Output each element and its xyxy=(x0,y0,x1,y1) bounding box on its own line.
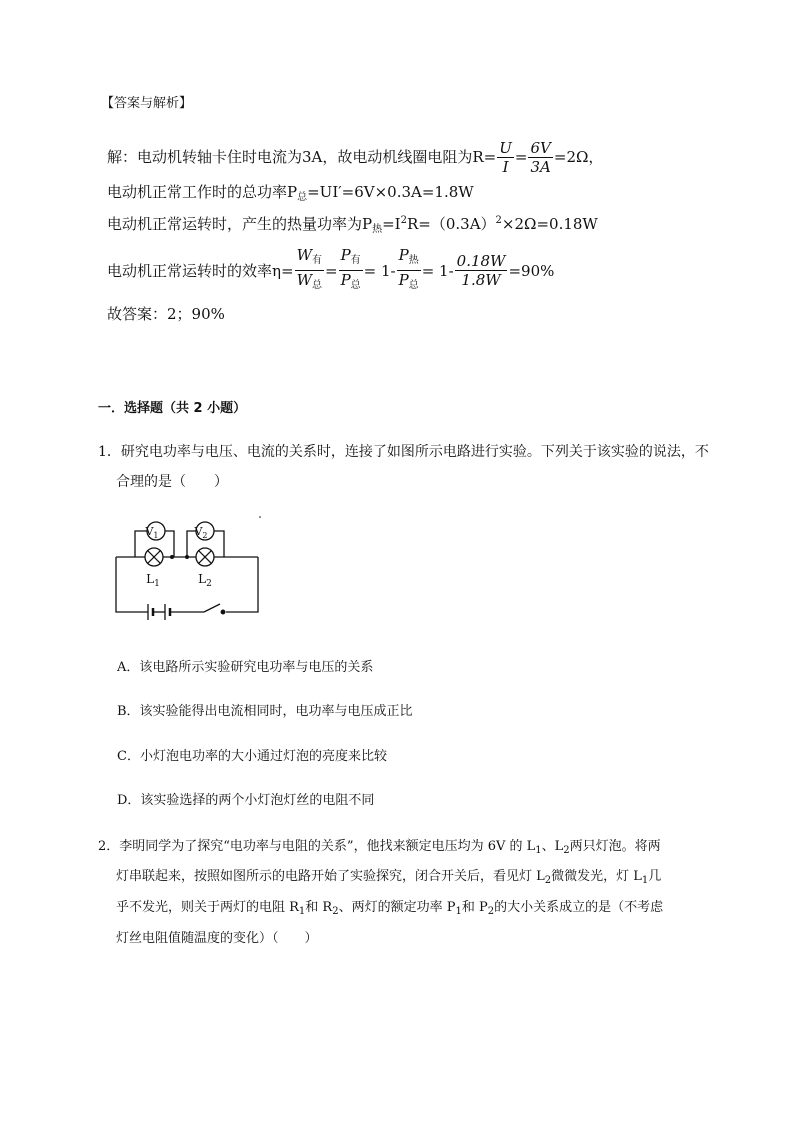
subscript: 有 xyxy=(311,255,322,266)
equals-one-minus: = 1- xyxy=(421,261,454,280)
l2-label: $L_2$ xyxy=(198,572,212,589)
junction-dot xyxy=(170,555,174,559)
fraction-denominator: P xyxy=(340,271,351,289)
answer-header: 【答案与解析】 xyxy=(101,96,193,111)
equals-one-minus: = 1- xyxy=(363,261,396,280)
equals-sign: = xyxy=(514,148,528,166)
fraction-0.18w-over-1.8w xyxy=(455,252,508,289)
junction-dot xyxy=(185,555,189,559)
circuit-diagram xyxy=(108,512,268,622)
q1-option-d[interactable]: D．该实验选择的两个小灯泡灯丝的电阻不同 xyxy=(117,793,375,808)
fraction-u-over-i xyxy=(497,139,514,176)
l1-label: $L_1$ xyxy=(146,572,160,589)
battery-icon xyxy=(148,604,170,620)
q1-option-a[interactable]: A．该电路所示实验研究电功率与电压的关系 xyxy=(117,660,374,675)
solution-line-1 xyxy=(107,136,603,178)
fraction-6v-over-3a xyxy=(528,139,552,176)
solution-line-2-prefix: 电动机正常工作时的总功率P xyxy=(107,183,298,201)
fraction-denominator: W xyxy=(296,271,312,289)
subscript: 总 xyxy=(311,280,322,291)
fraction-numerator: P xyxy=(340,246,351,264)
solution-line-3-suffix2: ×2Ω=0.18W xyxy=(501,215,598,233)
fraction-numerator: P xyxy=(398,246,409,264)
wire xyxy=(116,557,148,612)
superscript: 2 xyxy=(495,215,502,226)
solution-line-2 xyxy=(107,181,474,203)
v1-label: $V_1$ xyxy=(145,525,159,540)
solution-line-3 xyxy=(107,213,598,235)
fraction-numerator: U xyxy=(499,138,512,157)
solution-line-3-prefix: 电动机正常运转时，产生的热量功率为P xyxy=(107,215,373,233)
subscript: 热 xyxy=(408,255,419,266)
solution-line-1-prefix: 解：电动机转轴卡住时电流为3A，故电动机线圈电阻为R= xyxy=(107,148,497,166)
fraction-p-heat-over-p-total xyxy=(397,246,421,295)
q1-stem-line-1: 1．研究电功率与电压、电流的关系时，连接了如图所示电路进行实验。下列关于该实验的说法，不 xyxy=(98,444,709,460)
fraction-numerator: 6V xyxy=(530,138,551,157)
superscript: 2 xyxy=(400,215,407,226)
q1-stem-line-2: 合理的是（ ） xyxy=(116,474,228,490)
solution-line-1-suffix: =2Ω， xyxy=(553,148,604,166)
subscript: 总 xyxy=(297,192,308,203)
solution-line-2-suffix: =UI′=6V×0.3A=1.8W xyxy=(307,183,474,201)
q1-option-c[interactable]: C．小灯泡电功率的大小通过灯泡的亮度来比较 xyxy=(117,749,387,764)
fraction-denominator: P xyxy=(398,271,409,289)
fraction-p-useful-over-p-total xyxy=(339,246,363,295)
solution-line-4-suffix: =90% xyxy=(508,261,555,280)
fraction-numerator: 0.18W xyxy=(456,252,506,270)
fraction-numerator: W xyxy=(296,246,312,264)
solution-line-4-prefix: 电动机正常运转时的效率η= xyxy=(107,261,294,280)
subscript: 总 xyxy=(350,280,361,291)
wire xyxy=(226,557,258,612)
fraction-denominator: 1.8W xyxy=(461,271,501,289)
subscript: 有 xyxy=(350,255,361,266)
subscript: 热 xyxy=(372,224,383,235)
subscript: 总 xyxy=(408,280,419,291)
solution-line-3-mid: =I xyxy=(382,215,401,233)
q1-option-b[interactable]: B．该实验能得出电流相同时，电功率与电压成正比 xyxy=(117,704,413,719)
solution-line-4 xyxy=(107,246,554,295)
fraction-w-useful-over-w-total xyxy=(295,246,324,295)
fraction-denominator: I xyxy=(502,157,509,176)
v2-label: $V_2$ xyxy=(194,525,208,540)
q2-stem-line-4: 灯丝电阻值随温度的变化）（ ） xyxy=(116,931,318,946)
fraction-denominator: 3A xyxy=(530,157,551,176)
lamp-l2 xyxy=(196,548,214,566)
lamp-l1 xyxy=(145,548,163,566)
switch-icon xyxy=(204,604,225,614)
equals-sign: = xyxy=(324,261,338,280)
final-answer: 故答案：2；90% xyxy=(107,305,225,323)
q2-stem-line-1: 2．李明同学为了探究“电功率与电阻的关系”，他找来额定电压均为 6V 的 $L_1$、$L_2$两只灯泡。将两 xyxy=(98,839,661,856)
section-title: 一．选择题（共 2 小题） xyxy=(98,401,247,416)
solution-line-3-suffix: R=（0.3A） xyxy=(406,215,496,233)
q2-stem-line-2: 灯串联起来，按照如图所示的电路开始了实验探究，闭合开关后，看见灯 $L_2$微微发光，灯 $L_1$几 xyxy=(116,869,662,886)
q2-stem-line-3: 乎不发光，则关于两灯的电阻 $R_1$和 $R_2$、两灯的额定功率 $P_1$和 $P_2$的大小关系成立的是（不考虑 xyxy=(116,900,664,917)
